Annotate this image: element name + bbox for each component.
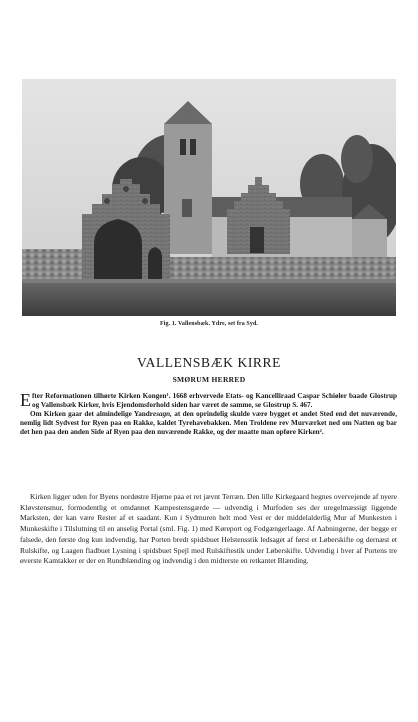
figure-caption: Fig. 1. Vallensbæk. Ydre, set fra Syd.	[160, 321, 258, 327]
intro-paragraph-2-emphasis: esagn,	[153, 409, 172, 418]
intro-section	[20, 392, 397, 437]
intro-paragraph-2-start: Om Kirken gaar det almindelige Yandr	[30, 409, 153, 418]
page-subtitle: SMØRUM HERRED	[172, 375, 246, 384]
intro-paragraph-1	[20, 392, 397, 410]
drop-cap: E	[20, 390, 31, 410]
intro-paragraph-2	[20, 410, 397, 437]
church-photograph	[22, 79, 396, 316]
intro-paragraph-1-text: fter Reformationen tilhørte Kirken Kongen¹. 1668 erhvervede Etats- og Kancelliraad Caspar Schiøler baade Glostrup og Vallensbæk Kirker, hvis Ejendomsforhold siden har været de samme, se Glostrup S. 467.	[32, 392, 397, 409]
body-section	[20, 492, 397, 567]
intro-paragraph-2-end: at den oprindelig skulde være bygget et andet Sted end det nuværende, nemlig lidt Sydvest for Ryen paa en Rakke, kaldet Tyrehavebakken. Men Troldene rev Murværket ned om Natten og bar det hen paa den anden Side af Ryen paa den nuværende Rakke, og der maatte man opføre Kirken².	[20, 409, 397, 436]
body-paragraph: Kirken ligger uden for Byens nordøstre Hjørne paa et ret jævnt Terræn. Den lille Kirkegaard hegnes overvejende af nyere Kløvstensmur, formodentlig et omdannet Kampestensgærde — udvendig i Murfoden ses der uregelmæssigt liggende Marksten, der kan være Rester af et saadant. Kun i Sydmuren helt mod Vest er der middelalderlig Mur af Munkesten i Munkeskifte i Tilslutning til en anselig Portal (sml. Fig. 1) med Køreport og Fodgængerlaage. Af Aabningerne, der begge er falsede, den første dog kun indvendig, har Porten bredt spidsbuet Helstensstik ledsaget af først et Løberskifte og dernæst et Rulskifte, og Laagen fladbuet Lysning i spidsbuet Spejl med Rulskiftestik under Løberskifte. Udvendig i hver af Portens tre øverste Kamtakker er der en Rundblænding og indvendig i den midterste en retkantet Blænding.	[20, 492, 397, 566]
page-title: VALLENSBÆK KIRRE	[137, 355, 281, 370]
